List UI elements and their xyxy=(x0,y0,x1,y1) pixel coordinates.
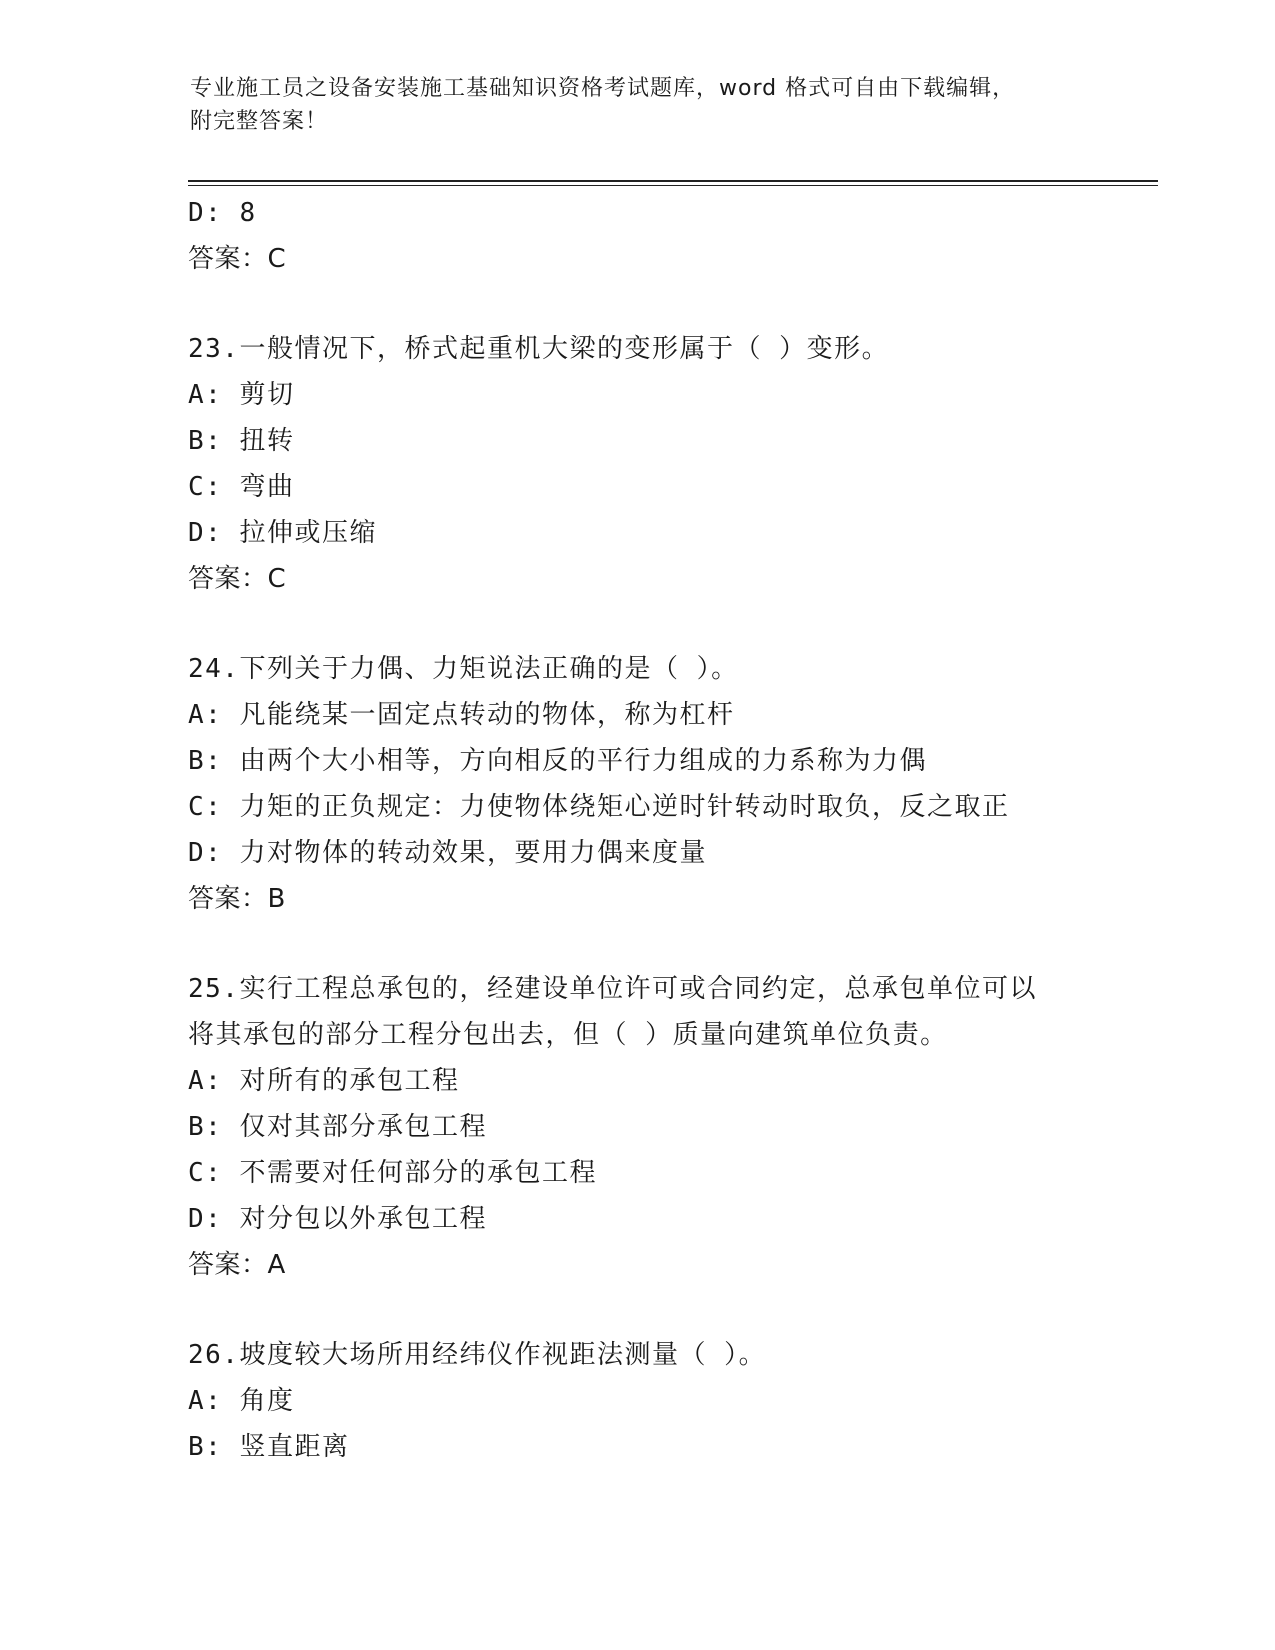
question-26-stem: 26.坡度较大场所用经纬仪作视距法测量（ ）。 xyxy=(188,1340,767,1370)
question-23-answer: 答案：C xyxy=(188,564,287,594)
question-23-option-a: A: 剪切 xyxy=(188,380,295,410)
question-23-stem: 23.一般情况下，桥式起重机大梁的变形属于（ ）变形。 xyxy=(188,334,890,364)
header-divider-thick xyxy=(188,180,1158,182)
question-23-option-d: D: 拉伸或压缩 xyxy=(188,518,377,548)
question-24-option-c: C: 力矩的正负规定：力使物体绕矩心逆时针转动时取负，反之取正 xyxy=(188,792,1010,822)
prev-answer: 答案：C xyxy=(188,244,287,274)
spacer xyxy=(188,1288,1188,1332)
question-24-option-a: A: 凡能绕某一固定点转动的物体，称为杠杆 xyxy=(188,700,735,730)
question-25-option-b: B: 仅对其部分承包工程 xyxy=(188,1112,487,1142)
header-line-1: 专业施工员之设备安装施工基础知识资格考试题库，word 格式可自由下载编辑， xyxy=(190,76,1016,101)
header-line-2: 附完整答案！ xyxy=(190,109,329,134)
question-24-option-b: B: 由两个大小相等，方向相反的平行力组成的力系称为力偶 xyxy=(188,746,927,776)
question-24-stem: 24.下列关于力偶、力矩说法正确的是（ ）。 xyxy=(188,654,739,684)
spacer xyxy=(188,282,1188,326)
question-25-stem-line-1: 25.实行工程总承包的，经建设单位许可或合同约定，总承包单位可以 xyxy=(188,974,1037,1004)
question-25-answer: 答案：A xyxy=(188,1250,286,1280)
question-23-option-b: B: 扭转 xyxy=(188,426,295,456)
question-26-option-a: A: 角度 xyxy=(188,1386,295,1416)
question-24-option-d: D: 力对物体的转动效果，要用力偶来度量 xyxy=(188,838,707,868)
question-23-option-c: C: 弯曲 xyxy=(188,472,295,502)
spacer xyxy=(188,602,1188,646)
header-divider-thin xyxy=(188,185,1158,186)
question-25-option-a: A: 对所有的承包工程 xyxy=(188,1066,460,1096)
question-25-stem-line-2: 将其承包的部分工程分包出去，但（ ）质量向建筑单位负责。 xyxy=(188,1020,948,1050)
prev-option-d: D: 8 xyxy=(188,198,257,228)
question-26-option-b: B: 竖直距离 xyxy=(188,1432,350,1462)
spacer xyxy=(188,922,1188,966)
question-25-option-d: D: 对分包以外承包工程 xyxy=(188,1204,487,1234)
question-24-answer: 答案：B xyxy=(188,884,286,914)
question-list xyxy=(188,190,1188,1470)
page-header xyxy=(190,72,1090,138)
question-25-option-c: C: 不需要对任何部分的承包工程 xyxy=(188,1158,597,1188)
